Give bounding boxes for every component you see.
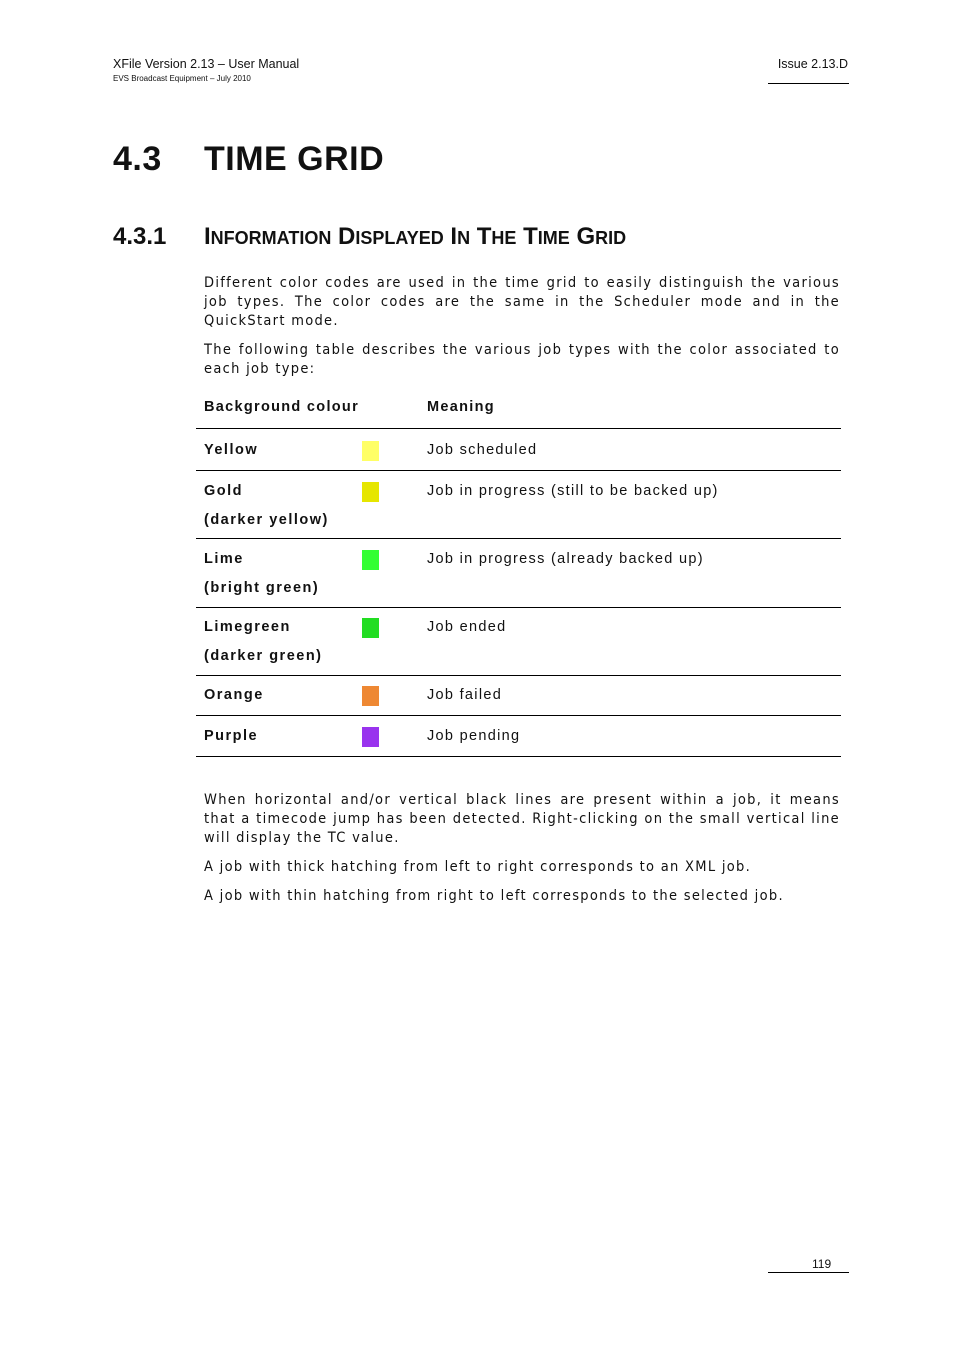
thin-hatching-paragraph: A job with thin hatching from right to left corresponds to the selected job. — [204, 888, 784, 904]
table-row-rule — [196, 538, 841, 539]
document-title: XFile Version 2.13 – User Manual — [113, 57, 300, 71]
row-color-name — [204, 722, 258, 751]
row-meaning: Job scheduled — [427, 442, 538, 458]
table-row-rule — [196, 607, 841, 608]
subsection-number: 4.3.1 — [113, 223, 167, 250]
table-header-rule — [196, 428, 841, 429]
row-meaning: Job ended — [427, 619, 507, 635]
section-number: 4.3 — [113, 140, 162, 178]
header-divider — [768, 83, 849, 84]
color-description: (darker green) — [204, 648, 323, 664]
color-name: Orange — [204, 687, 264, 703]
row-color-name — [204, 477, 329, 535]
row-meaning: Job failed — [427, 687, 503, 703]
color-name: Gold — [204, 483, 244, 499]
subsection-title: INFORMATION DISPLAYED IN THE TIME GRID — [204, 223, 627, 250]
table-row-rule — [196, 675, 841, 676]
issue-label: Issue 2.13.D — [777, 57, 848, 71]
row-color-name — [204, 545, 319, 603]
table-row-rule — [196, 470, 841, 471]
row-color-name — [204, 613, 323, 671]
thick-hatching-paragraph: A job with thick hatching from left to right corresponds to an XML job. — [204, 859, 752, 875]
row-meaning: Job in progress (already backed up) — [427, 551, 704, 567]
row-meaning: Job pending — [427, 728, 521, 744]
table-intro-paragraph: The following table describes the various job types with the color associated to each job type: — [204, 342, 840, 377]
color-swatch — [362, 727, 379, 747]
color-swatch — [362, 441, 379, 461]
color-name: Limegreen — [204, 619, 291, 635]
color-name: Yellow — [204, 442, 259, 458]
table-header-meaning: Meaning — [427, 399, 495, 415]
table-row-rule — [196, 756, 841, 757]
timecode-lines-paragraph: When horizontal and/or vertical black lines are present within a job, it means that a timecode jump has been detected. Right-clicking on the small vertical line will display the TC value. — [204, 792, 840, 846]
color-description: (bright green) — [204, 580, 320, 596]
color-swatch — [362, 618, 379, 638]
intro-paragraph: Different color codes are used in the time grid to easily distinguish the various job types. The color codes are the same in the Scheduler mode and in the QuickStart mode. — [204, 275, 840, 329]
document-subtitle: EVS Broadcast Equipment – July 2010 — [113, 74, 251, 83]
page-number: 119 — [812, 1257, 832, 1271]
row-color-name — [204, 681, 264, 710]
color-description: (darker yellow) — [204, 512, 329, 528]
color-swatch — [362, 482, 379, 502]
color-swatch — [362, 550, 379, 570]
footer-divider — [768, 1272, 849, 1273]
color-name: Purple — [204, 728, 259, 744]
row-meaning: Job in progress (still to be backed up) — [427, 483, 719, 499]
color-name: Lime — [204, 551, 244, 567]
color-swatch — [362, 686, 379, 706]
table-row-rule — [196, 715, 841, 716]
subsection-heading — [113, 223, 626, 251]
row-color-name — [204, 436, 258, 465]
section-heading — [113, 140, 384, 179]
section-title: TIME GRID — [204, 140, 385, 178]
table-header-background: Background colour — [204, 399, 360, 415]
